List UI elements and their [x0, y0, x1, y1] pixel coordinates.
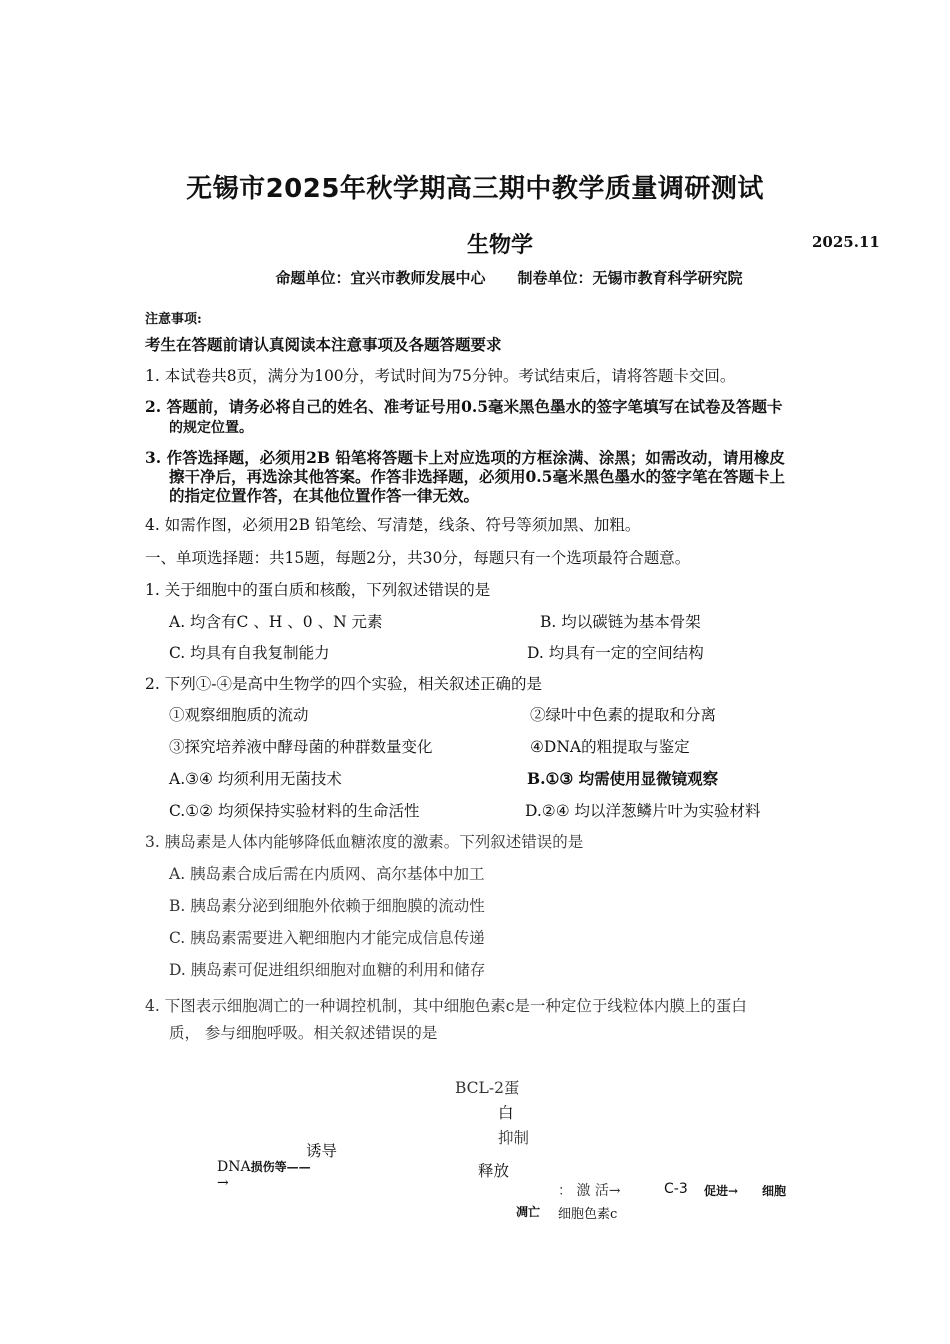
unit-line	[0, 267, 950, 288]
q2-option-a: A.③④ 均须利用无菌技术	[169, 770, 342, 788]
printer-unit: 制卷单位：无锡市教育科学研究院	[517, 269, 743, 287]
notes-intro: 考生在答题前请认真阅读本注意事项及各题答题要求	[145, 335, 502, 354]
q1-option-b: B. 均以碳链为基本骨架	[540, 613, 701, 631]
q4-stem-line1: 4. 下图表示细胞凋亡的一种调控机制，其中细胞色素c是一种定位于线粒体内膜上的蛋白	[145, 997, 747, 1015]
note-item-4: 4. 如需作图，必须用2B 铅笔绘、写清楚，线条、符号等须加黑、加粗。	[145, 516, 641, 534]
q2-option-b: B.①③ 均需使用显微镜观察	[527, 769, 719, 788]
diagram-bcl2-label-cont: 白	[498, 1104, 514, 1122]
diagram-induce-label: 诱导	[306, 1142, 338, 1160]
exam-date: 2025.11	[812, 233, 880, 251]
q2-option-c: C.①② 均须保持实验材料的生命活性	[169, 802, 420, 820]
note-item-3-cont2: 的指定位置作答，在其他位置作答一律无效。	[169, 486, 480, 505]
q4-stem-line2: 质， 参与细胞呼吸。相关叙述错误的是	[169, 1024, 438, 1042]
note-item-3: 3. 作答选择题，必须用2B 铅笔将答题卡上对应选项的方框涂满、涂黑；如需改动，请用橡皮	[145, 448, 785, 467]
q1-stem: 1. 关于细胞中的蛋白质和核酸，下列叙述错误的是	[145, 581, 491, 599]
q1-option-c: C. 均具有自我复制能力	[169, 644, 330, 662]
note-item-2: 2. 答题前，请务必将自己的姓名、准考证号用0.5毫米黑色墨水的签字笔填写在试卷及答题卡	[145, 397, 783, 416]
setter-unit: 命题单位：宜兴市教师发展中心	[275, 269, 486, 287]
q3-option-a: A. 胰岛素合成后需在内质网、高尔基体中加工	[169, 865, 485, 883]
q2-experiment-4: ④DNA的粗提取与鉴定	[530, 738, 690, 756]
page-title: 无锡市2025年秋学期高三期中教学质量调研测试	[186, 174, 764, 204]
q3-stem: 3. 胰岛素是人体内能够降低血糖浓度的激素。下列叙述错误的是	[145, 833, 584, 851]
diagram-activate-label: ： 激 活→	[558, 1183, 621, 1199]
q2-option-d: D.②④ 均以洋葱鳞片叶为实验材料	[525, 802, 761, 820]
diagram-promote-label: 促进→	[704, 1184, 739, 1198]
diagram-dna-label	[217, 1158, 311, 1175]
q1-option-d: D. 均具有一定的空间结构	[527, 644, 704, 662]
subject-title: 生物学	[466, 233, 533, 258]
q3-option-c: C. 胰岛素需要进入靶细胞内才能完成信息传递	[169, 929, 485, 947]
q3-option-b: B. 胰岛素分泌到细胞外依赖于细胞膜的流动性	[169, 897, 485, 915]
q3-option-d: D. 胰岛素可促进组织细胞对血糖的利用和储存	[169, 961, 486, 979]
diagram-c3-label: C-3	[664, 1181, 688, 1197]
diagram-cell-label: 细胞	[762, 1184, 787, 1198]
note-item-3-cont1: 擦干净后，再选涂其他答案。作答非选择题，必须用0.5毫米黑色墨水的签字笔在答题卡上	[169, 467, 785, 486]
q2-experiment-1: ①观察细胞质的流动	[169, 706, 309, 724]
q1-option-a: A. 均含有C 、H 、0 、N 元素	[169, 613, 383, 631]
diagram-release-label: 释放	[478, 1162, 510, 1180]
notes-heading: 注意事项:	[145, 312, 202, 327]
q2-stem: 2. 下列①-④是高中生物学的四个实验，相关叙述正确的是	[145, 675, 542, 693]
diagram-apoptosis-label: 凋亡	[516, 1205, 541, 1219]
diagram-dna: DNA	[217, 1159, 251, 1175]
diagram-damage: 损伤等——	[250, 1160, 311, 1174]
section-heading: 一、单项选择题：共15题，每题2分，共30分，每题只有一个选项最符合题意。	[145, 549, 691, 567]
diagram-inhibit-label: 抑制	[498, 1129, 530, 1147]
q2-experiment-3: ③探究培养液中酵母菌的种群数量变化	[169, 738, 433, 756]
note-item-2-cont: 的规定位置。	[169, 420, 253, 436]
diagram-cytc-label: 细胞色素c	[558, 1207, 618, 1222]
diagram-arrow: →	[217, 1175, 229, 1191]
q2-experiment-2: ②绿叶中色素的提取和分离	[530, 706, 717, 724]
note-item-1: 1. 本试卷共8页，满分为100分，考试时间为75分钟。考试结束后，请将答题卡交回。	[145, 367, 736, 385]
diagram-bcl2-label: BCL-2蛋	[455, 1079, 520, 1097]
